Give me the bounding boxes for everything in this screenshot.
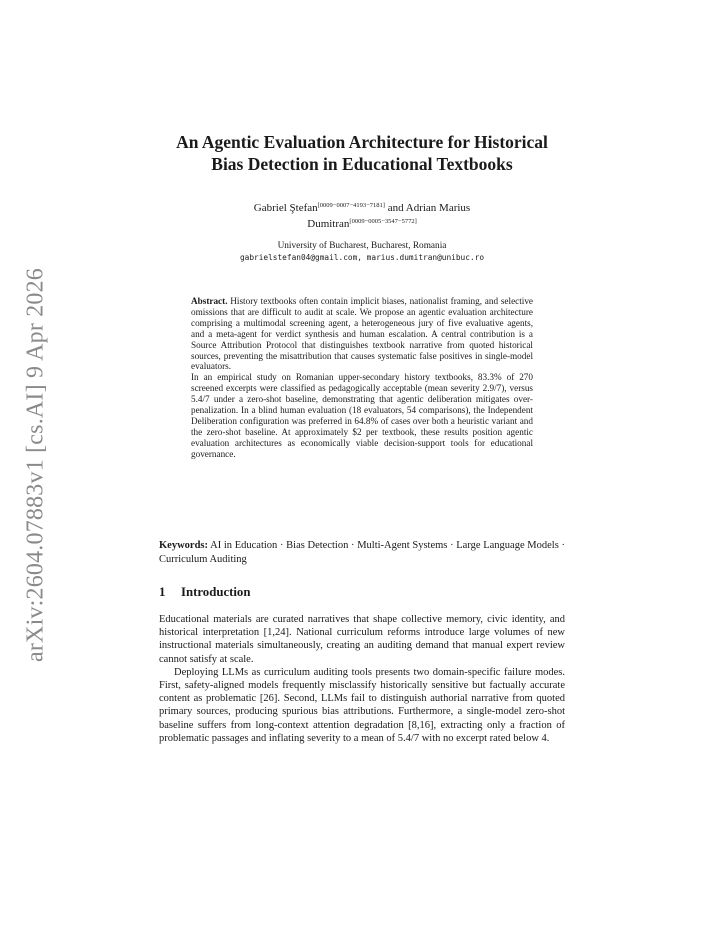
author-2-orcid: [0009−0005−3547−5772] — [349, 218, 417, 225]
author-emails: gabrielstefan04@gmail.com, marius.dumitran@unibuc.ro — [239, 253, 485, 262]
title-line-1: An Agentic Evaluation Architecture for Historical — [176, 132, 548, 152]
section-heading — [159, 585, 565, 600]
abstract-label: Abstract. — [191, 296, 228, 306]
abstract-text-1: History textbooks often contain implicit biases, nationalist framing, and selective omissions that are difficult to audit at scale. We propose an agentic evaluation architecture comprising a multimodal screening agent, a heterogeneous jury of five evaluative agents, and a meta-agent for verdict synthesis and human escalation. A central contribution is a Source Attribution Protocol that distinguishes textbook narrative from quoted historical sources, preventing the misattribution that causes systematic false positives in single-model evaluators. — [191, 296, 533, 372]
keywords — [159, 539, 565, 566]
arxiv-stamp: arXiv:2604.07883v1 [cs.AI] 9 Apr 2026 — [22, 267, 49, 663]
title-line-2: Bias Detection in Educational Textbooks — [211, 154, 513, 174]
author-2-name: Dumitran — [307, 218, 350, 230]
body-text — [159, 613, 565, 745]
body-paragraph-1: Educational materials are curated narratives that shape collective memory, civic identity, and historical interpretation [1,24]. National curriculum reforms introduce large volumes of new instructional materials simultaneously, creating an auditing demand that manual expert review cannot satisfy at scale. — [159, 614, 565, 665]
author-1-orcid: [0009−0007−4193−7181] — [317, 202, 385, 209]
author-connector: and Adrian Marius — [384, 202, 471, 214]
author-1-name: Gabriel Ştefan — [253, 202, 318, 214]
keywords-label: Keywords: — [159, 540, 208, 551]
abstract-paragraph-1 — [191, 296, 533, 372]
keywords-text: AI in Education · Bias Detection · Multi-Agent Systems · Large Language Models · Curriculum Auditing — [159, 540, 565, 565]
author-list — [159, 199, 565, 231]
abstract — [191, 296, 533, 460]
section-number: 1 — [159, 585, 166, 599]
body-paragraph-2: Deploying LLMs as curriculum auditing tools presents two domain-specific failure modes. First, safety-aligned models frequently misclassify historically sensitive but factually accurate content as problematic [26]. Second, LLMs fail to distinguish authorial narrative from quoted primary sources, producing spurious bias attributions. Furthermore, a single-model zero-shot baseline suffers from long-context attention degradation [8,16], extracting only a fraction of problematic passages and inflating severity to a mean of 5.4/7 with no excerpt rated below 4. — [159, 666, 565, 744]
abstract-paragraph-2: In an empirical study on Romanian upper-secondary history textbooks, 83.3% of 270 screened excerpts were classified as pedagogically acceptable (mean severity 2.9/7), versus 5.4/7 under a zero-shot baseline, demonstrating that agentic deliberation mitigates over-penalization. In a blind human evaluation (18 evaluators, 54 comparisons), the Independent Deliberation configuration was preferred in 64.8% of cases over both a heuristic variant and the zero-shot baseline. At approximately $2 per textbook, these results position agentic evaluation architectures as economically viable decision-support tools for educational governance. — [191, 372, 533, 459]
institution: University of Bucharest, Bucharest, Romania — [277, 241, 447, 251]
paper-title — [159, 131, 565, 175]
affiliation-block — [159, 240, 565, 264]
section-title: Introduction — [181, 585, 251, 599]
